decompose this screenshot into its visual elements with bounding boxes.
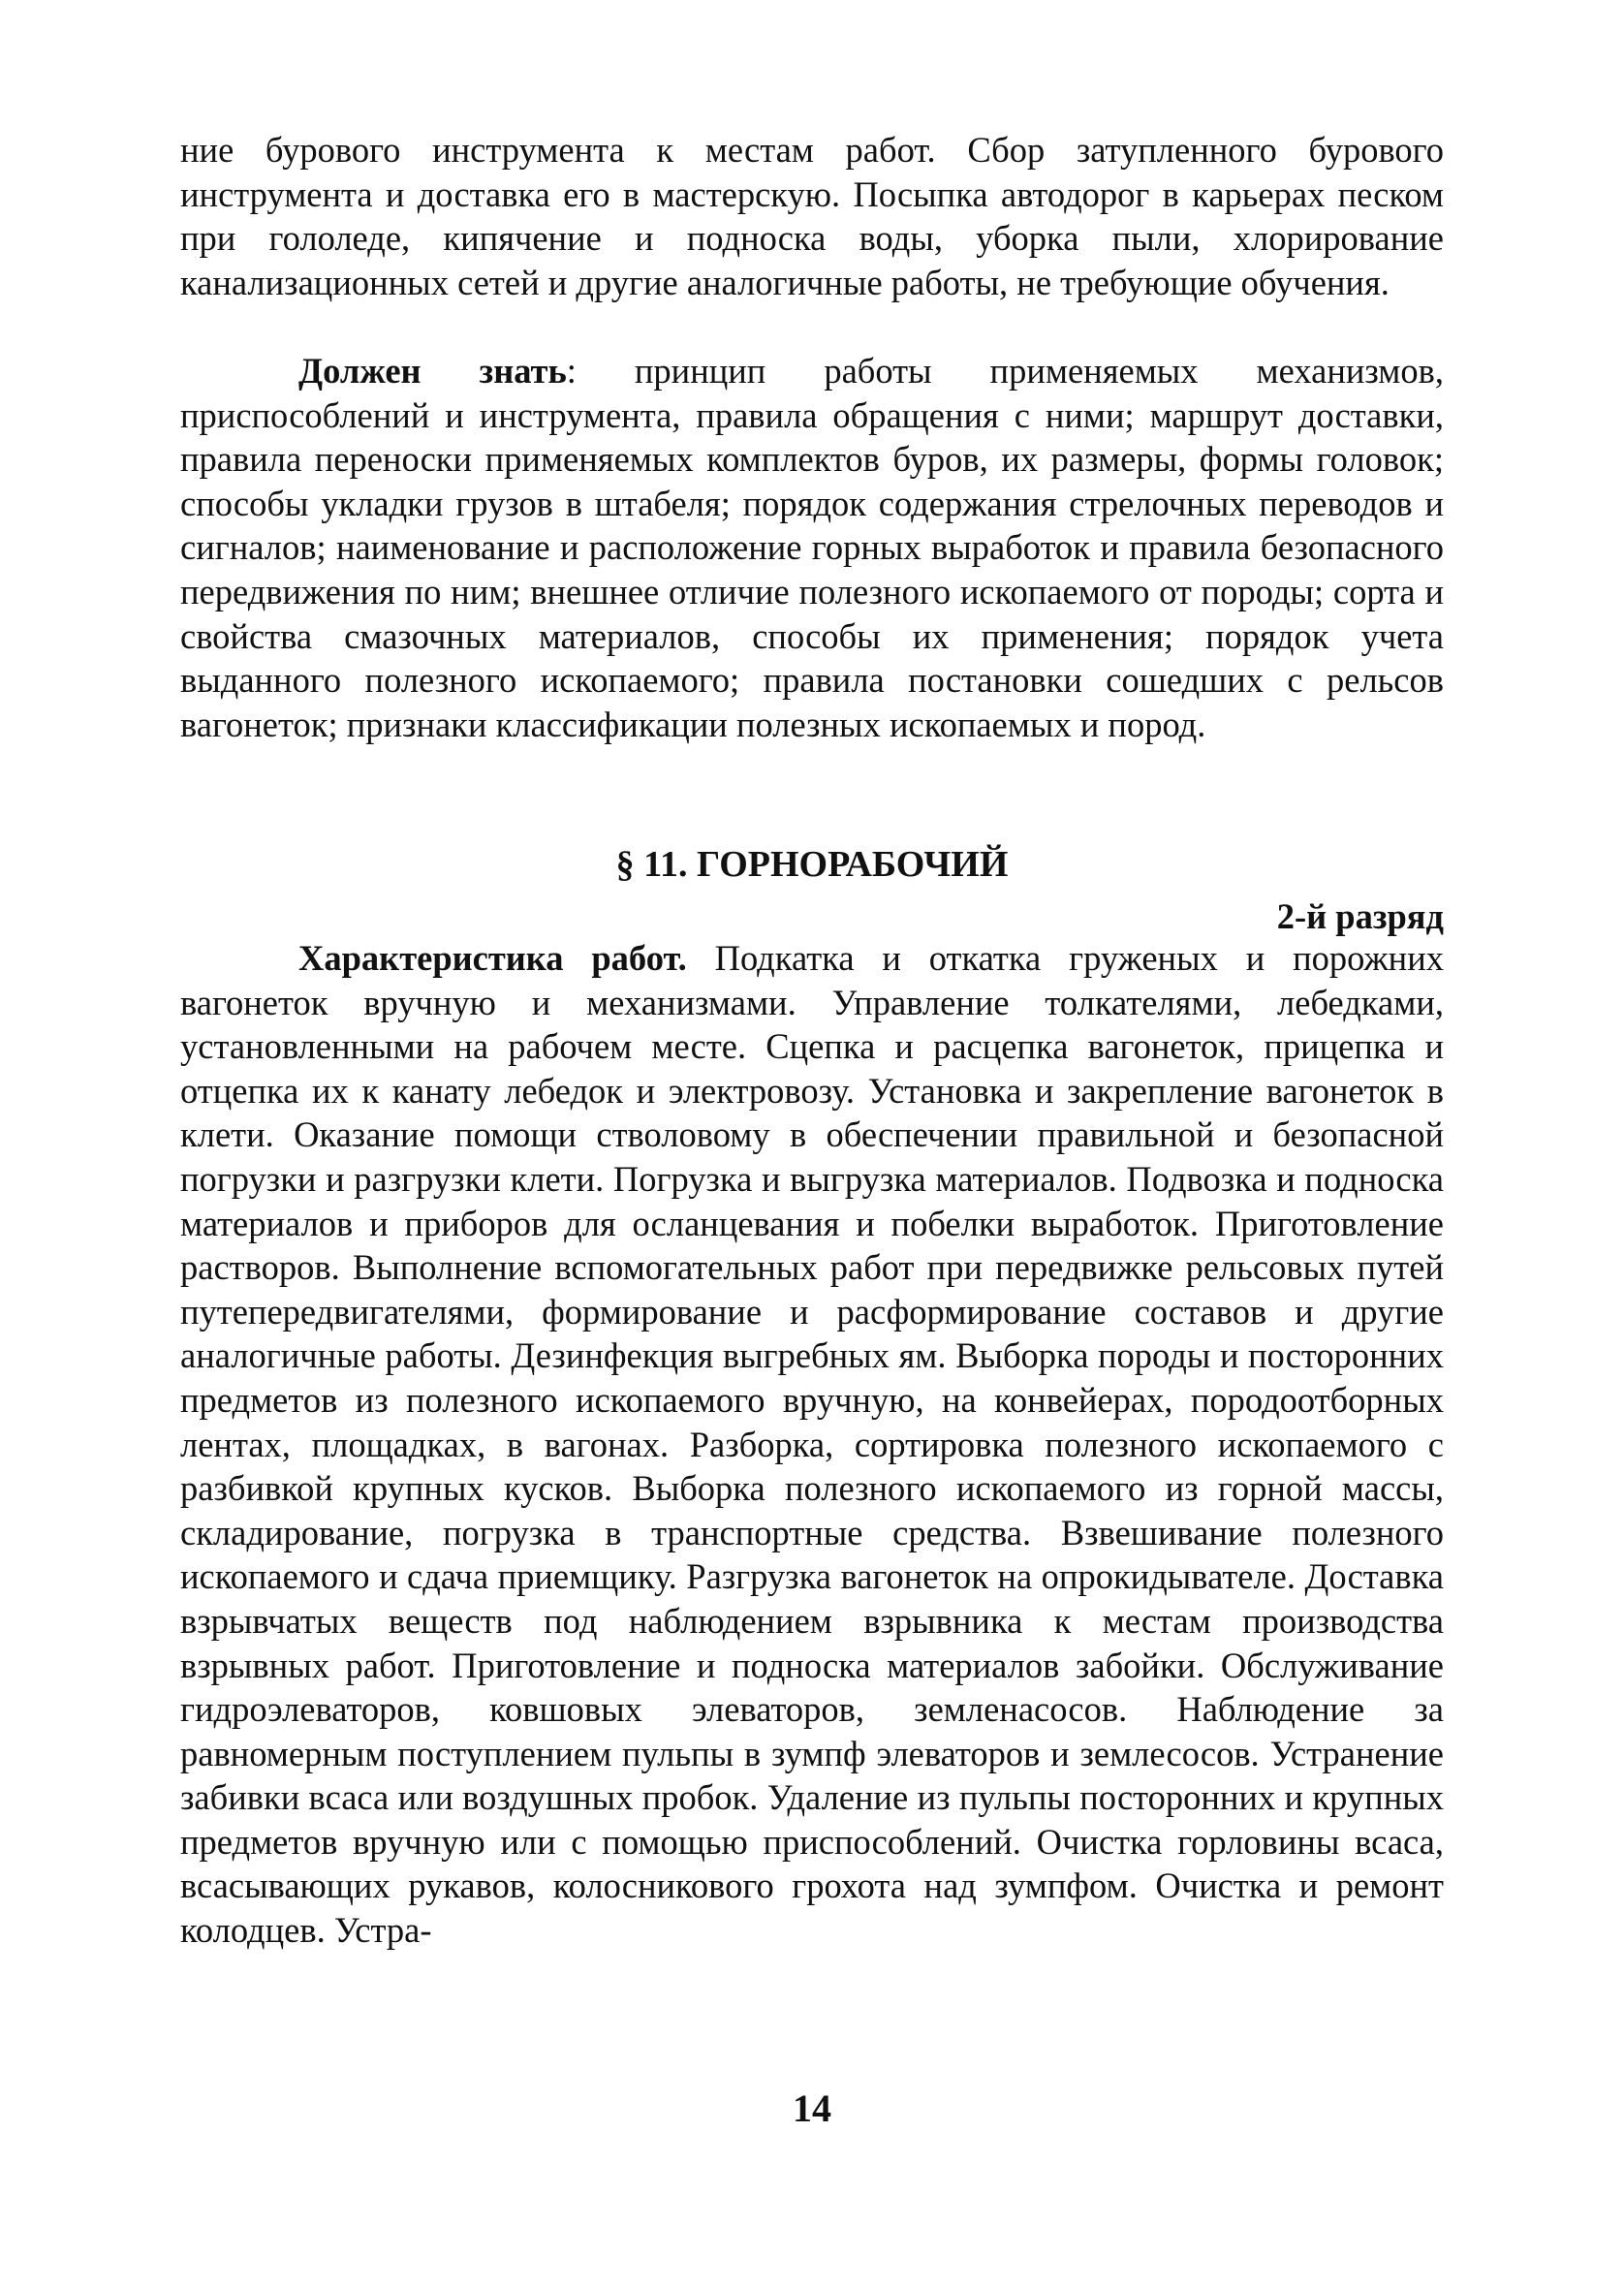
must-know-text: : принцип работы применяемых механизмов, приспособлений и инструмента, правила обращения с ними; маршрут доставки, правила переноски применяемых комплектов буров, их размеры, формы головок; способы укладки грузов в штабеля; порядок содержания стрелочных переводов и сигналов; наименование и расположение горных выработок и правила безопасного передвижения по ним; внешнее отличие полезного ископаемого от породы; сорта и свойства смазочных материалов, способы их применения; порядок учета выданного полезного ископаемого; правила постановки сошедших с рельсов вагонеток; признаки классификации полезных ископаемых и пород. xyxy=(180,351,1444,744)
characteristics-label: Характеристика работ. xyxy=(298,938,687,978)
paragraph-characteristics xyxy=(180,936,1444,1953)
must-know-label: Должен знать xyxy=(298,351,567,391)
grade-label: 2-й разряд xyxy=(1276,896,1444,936)
paragraph-intro-continuation xyxy=(180,128,1444,304)
section-title: § 11. ГОРНОРАБОЧИЙ xyxy=(615,844,1009,885)
characteristics-text: Подкатка и откатка груженых и порожних вагонеток вручную и механизмами. Управление толкателями, лебедками, установленными на рабочем месте. Сцепка и расцепка вагонеток, прицепка и отцепка их к канату лебедок и электровозу. Установка и закрепление вагонеток в клети. Оказание помощи стволовому в обеспечении правильной и безопасной погрузки и разгрузки клети. Погрузка и выгрузка материалов. Подвозка и подноска материалов и приборов для осланцевания и побелки выработок. Приготовление растворов. Выполнение вспомогательных работ при передвижке рельсовых путей путепередвигателями, формирование и расформирование составов и другие аналогичные работы. Дезинфекция выгребных ям. Выборка породы и посторонних предметов из полезного ископаемого вручную, на конвейерах, породоотборных лентах, площадках, в вагонах. Разборка, сортировка полезного ископаемого с разбивкой крупных кусков. Выборка полезного ископаемого из горной массы, складирование, погрузка в транспортные средства. Взвешивание полезного ископаемого и сдача приемщику. Разгрузка вагонеток на опрокидывателе. Доставка взрывчатых веществ под наблюдением взрывника к местам производства взрывных работ. Приготовление и подноска материалов забойки. Обслуживание гидроэлеваторов, ковшовых элеваторов, земленасосов. Наблюдение за равномерным поступлением пульпы в зумпф элеваторов и землесосов. Устранение забивки всаса или воздушных пробок. Удаление из пульпы посторонних и крупных предметов вручную или с помощью приспособлений. Очистка горловины всаса, всасывающих рукавов, колосникового грохота над зумпфом. Очистка и ремонт колодцев. Устра- xyxy=(180,938,1444,1951)
paragraph-must-know xyxy=(180,349,1444,746)
page-number: 14 xyxy=(793,2086,831,2130)
paragraph-intro-text: ние бурового инструмента к местам работ. Сбор затупленного бурового инструмента и доставка его в мастерскую. Посыпка автодорог в карьерах песком при гололеде, кипячение и подноска воды, уборка пыли, хлорирование канализационных сетей и другие аналогичные работы, не требующие обучения. xyxy=(180,130,1444,302)
